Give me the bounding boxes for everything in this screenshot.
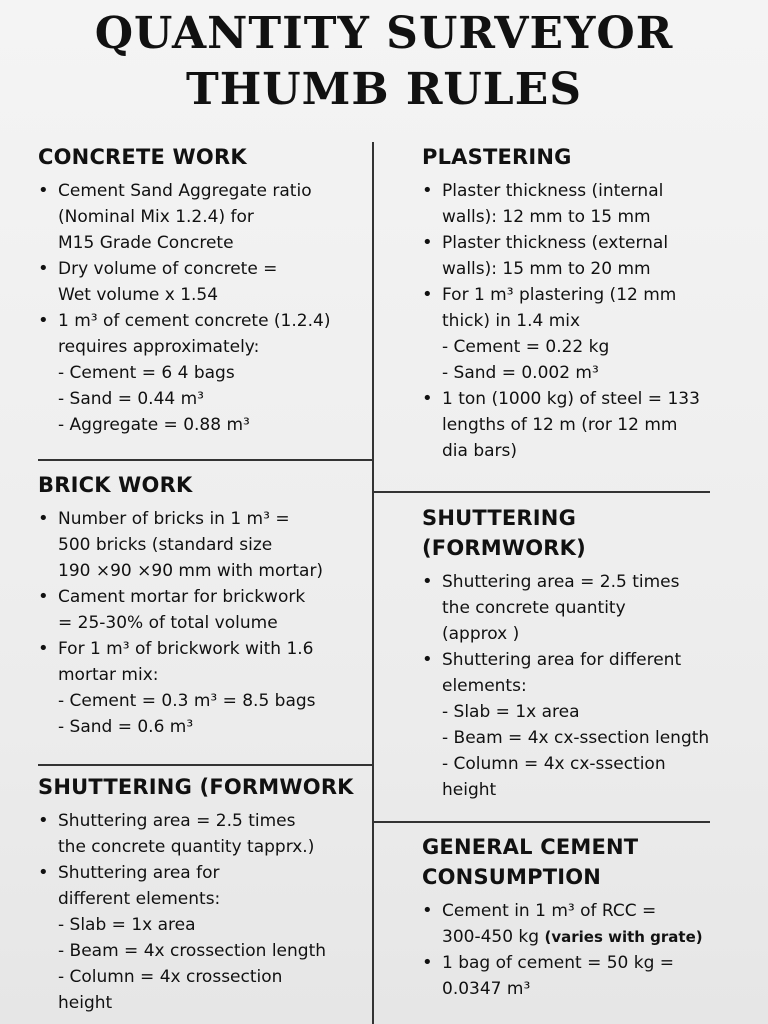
plastering-list: [422, 178, 752, 464]
list-item: • Shuttering area for different elements:: [422, 647, 752, 699]
shuttering-right-section: [422, 503, 752, 803]
list-item: • For 1 m³ of brickwork with 1.6 mortar mix:: [38, 636, 368, 688]
shuttering-left-heading: SHUTTERING (FORMWORK: [38, 775, 354, 799]
list-item: • Shuttering area = 2.5 times the concrete quantity tapprx.): [38, 808, 372, 860]
list-item: • 1 bag of cement = 50 kg = 0.0347 m³: [422, 950, 752, 1002]
column-divider: [372, 142, 374, 1024]
list-item: • Cement Sand Aggregate ratio (Nominal Mix 1.2.4) for M15 Grade Concrete: [38, 178, 368, 256]
list-item: • For 1 m³ plastering (12 mm thick) in 1.4 mix: [422, 282, 752, 334]
list-subitem: - Beam = 4x cx-ssection length: [442, 728, 710, 748]
list-subitem: - Beam = 4x crossection length: [58, 941, 327, 961]
plastering-heading: PLASTERING: [422, 145, 572, 169]
concrete-work-heading: CONCRETE WORK: [38, 145, 247, 169]
list-item: • Dry volume of concrete = Wet volume x 1.54: [38, 256, 368, 308]
list-item: • Plaster thickness (internal walls): 12 mm to 15 mm: [422, 178, 752, 230]
list-item: • Shuttering area for different elements:: [38, 860, 372, 912]
list-item: • Plaster thickness (external walls): 15 mm to 20 mm: [422, 230, 752, 282]
brick-work-list: [38, 506, 368, 740]
list-subitem: - Cement = 0.22 kg: [442, 337, 610, 357]
list-subitem: - Sand = 0.6 m³: [58, 717, 194, 737]
page-title-line-1: QUANTITY SURVEYOR: [94, 8, 674, 59]
cement-consumption-heading: GENERAL CEMENT CONSUMPTION: [422, 835, 639, 889]
list-item: • 1 ton (1000 kg) of steel = 133 lengths of 12 m (ror 12 mm dia bars): [422, 386, 752, 464]
concrete-work-section: [38, 142, 368, 438]
cement-consumption-list: [422, 898, 752, 1002]
divider-plastering-shuttering: [374, 491, 710, 493]
list-item: • Cament mortar for brickwork = 25-30% of total volume: [38, 584, 368, 636]
plastering-section: [422, 142, 752, 464]
divider-shuttering-cement: [374, 821, 710, 823]
concrete-work-list: [38, 178, 368, 438]
list-item: • Shuttering area = 2.5 times the concrete quantity (approx ): [422, 569, 752, 647]
list-subitem: - Sand = 0.002 m³: [442, 363, 599, 383]
list-item: • Number of bricks in 1 m³ = 500 bricks (standard size 190 ×90 ×90 mm with mortar): [38, 506, 368, 584]
list-subitem: - Cement = 6 4 bags: [58, 363, 235, 383]
list-subitem: - Slab = 1x area: [58, 915, 196, 935]
divider-brick-shuttering: [38, 764, 372, 766]
shuttering-right-list: [422, 569, 752, 803]
shuttering-right-heading: SHUTTERING (FORMWORK): [422, 506, 586, 560]
divider-concrete-brick: [38, 459, 372, 461]
shuttering-left-list: [38, 808, 372, 1016]
list-subitem: - Column = 4x crossection height: [58, 967, 283, 1013]
list-item: • 1 m³ of cement concrete (1.2.4) requires approximately:: [38, 308, 368, 360]
page-title-line-2: THUMB RULES: [185, 64, 583, 115]
list-subitem: - Aggregate = 0.88 m³: [58, 415, 250, 435]
brick-work-section: [38, 470, 368, 740]
list-subitem: - Slab = 1x area: [442, 702, 580, 722]
brick-work-heading: BRICK WORK: [38, 473, 193, 497]
list-subitem: - Cement = 0.3 m³ = 8.5 bags: [58, 691, 316, 711]
shuttering-left-section: [38, 772, 372, 1016]
list-subitem: - Sand = 0.44 m³: [58, 389, 204, 409]
cement-consumption-section: [422, 832, 752, 1002]
list-subitem: - Column = 4x cx-ssection height: [442, 754, 666, 800]
list-item: • Cement in 1 m³ of RCC = 300-450 kg (varies with grate): [422, 898, 752, 950]
